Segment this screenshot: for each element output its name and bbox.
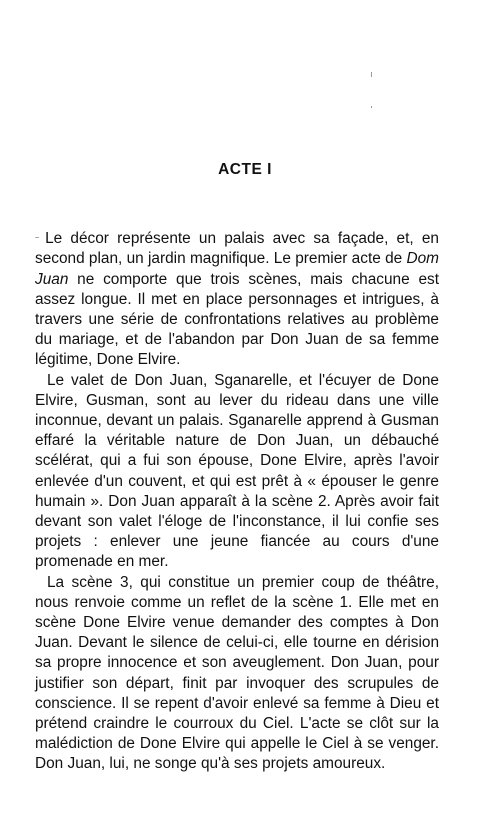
- paragraph-1-text-b: ne comporte que trois scènes, mais chacune est assez longue. Il met en place personnages et intrigues, à travers une série de confrontations relatives au problème du mariage, et de l'abandon par Don Juan de sa femme légitime, Done Elvire.: [35, 270, 439, 369]
- summary-paragraph-3: [35, 573, 439, 775]
- summary-paragraph-1: [35, 229, 439, 371]
- act-heading: ACTE I: [218, 161, 272, 178]
- summary-paragraph-2: [35, 371, 439, 573]
- paragraph-marker: ~: [35, 235, 40, 242]
- paragraph-3-text: La scène 3, qui constitue un premier coup de théâtre, nous renvoie comme un reflet de la scène 1. Elle met en scène Done Elvire venue demander des comptes à Don Juan. Devant le silence de celui-ci, elle tourne en dérision sa propre innocence et son aveuglement. Don Juan, pour justifier son départ, finit par invoquer des scrupules de conscience. Il se repent d'avoir enlevé sa femme à Dieu et prétend craindre le courroux du Ciel. L'acte se clôt sur la malédiction de Done Elvire qui appelle le Ciel à se venger. Don Juan, lui, ne songe qu'à ses projets amoureux.: [35, 573, 439, 773]
- print-speck: [371, 106, 372, 108]
- paragraph-1-text-a: Le décor représente un palais avec sa façade, et, en second plan, un jardin magnifique. Le premier acte de: [35, 230, 439, 268]
- print-speck: [371, 72, 372, 77]
- play-title: Dom Juan: [35, 250, 439, 288]
- act-summary: [35, 229, 439, 775]
- paragraph-2-text: Le valet de Don Juan, Sganarelle, et l'écuyer de Done Elvire, Gusman, sont au lever du rideau dans une ville inconnue, devant un palais. Sganarelle apprend à Gusman effaré la véritable nature de Don Juan, un débauché scélérat, qui a fui son épouse, Done Elvire, après l'avoir enlevée d'un couvent, et qui est prêt à « épouser le genre humain ». Don Juan apparaît à la scène 2. Après avoir fait devant son valet l'éloge de l'inconstance, il lui confie ses projets : enlever une jeune fiancée au cours d'une promenade en mer.: [35, 371, 439, 571]
